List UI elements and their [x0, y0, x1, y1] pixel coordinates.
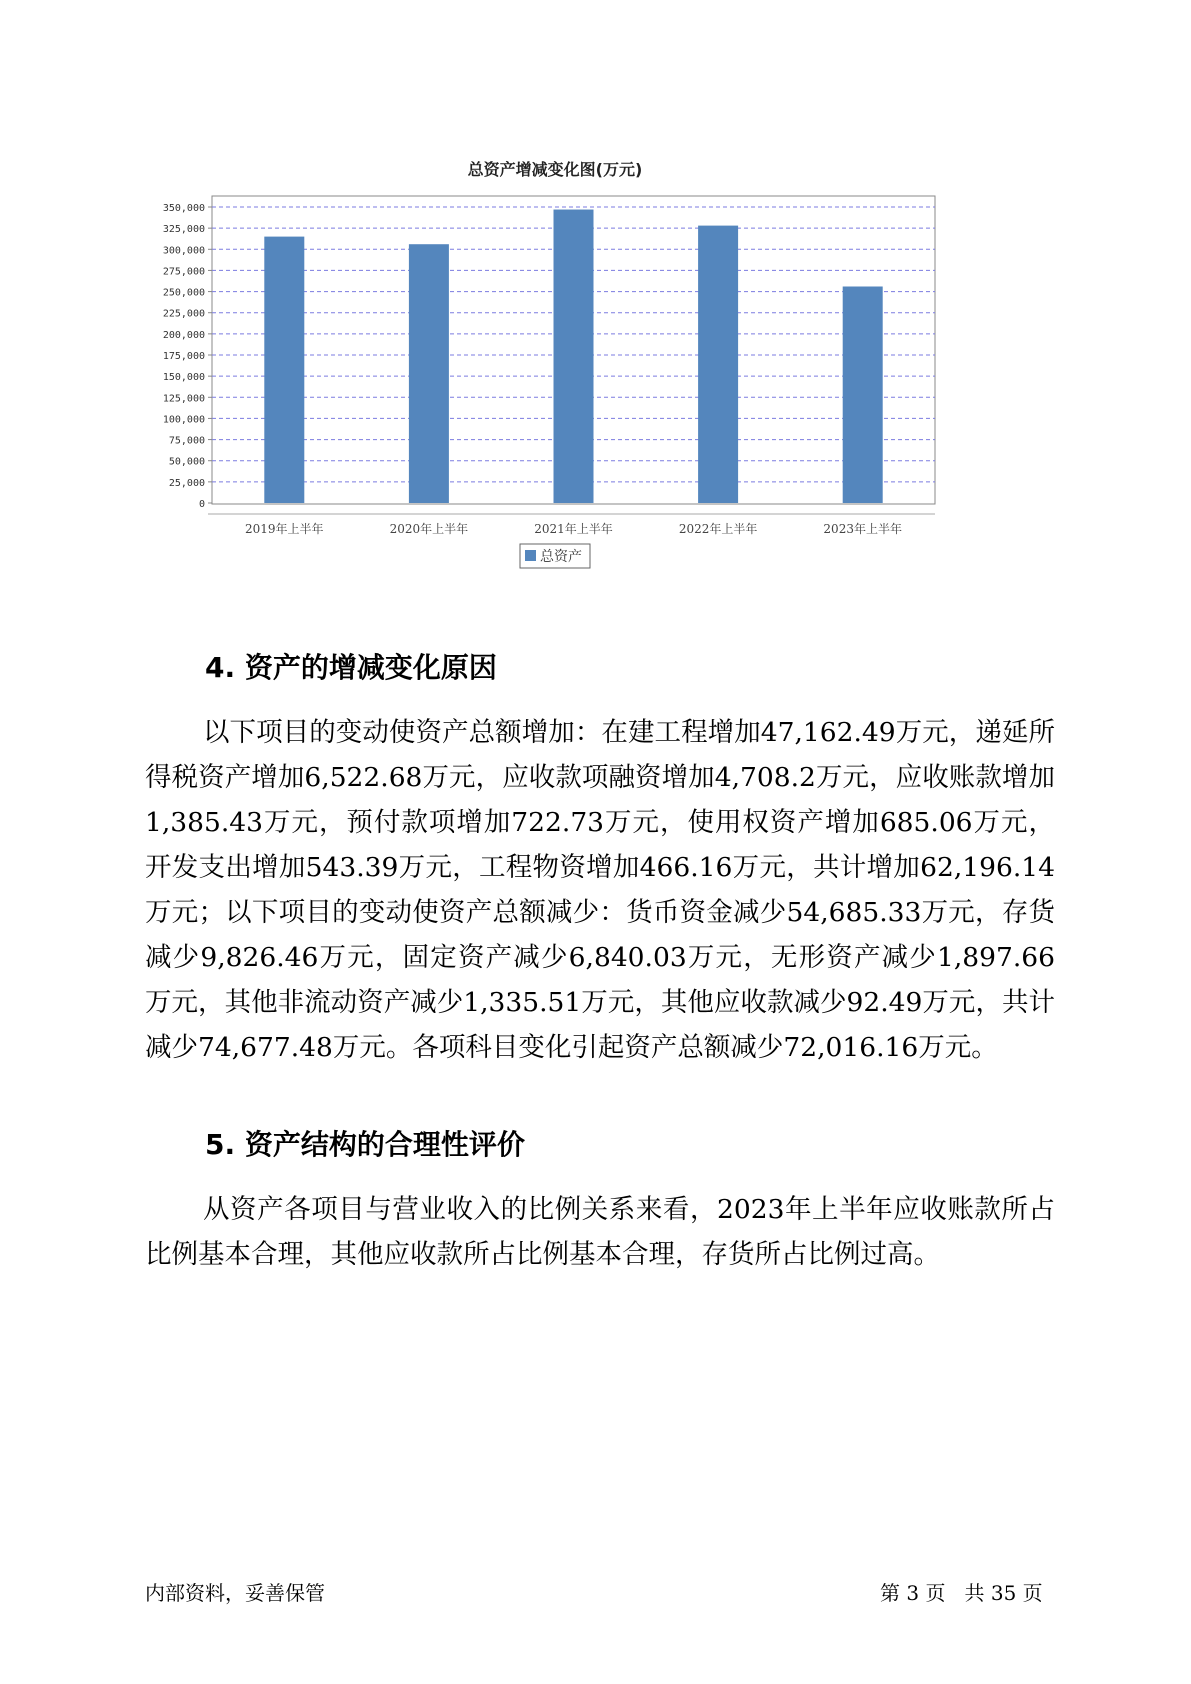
xtick-label: 2020年上半年	[389, 522, 469, 536]
paragraph-asset-structure-evaluation: 从资产各项目与营业收入的比例关系来看，2023年上半年应收账款所占比例基本合理，其他应收款所占比例基本合理，存货所占比例过高。	[145, 1194, 1055, 1270]
ytick-label: 350,000	[162, 203, 205, 214]
ytick-label: 275,000	[162, 266, 205, 278]
section-heading-asset-change-reasons: 4. 资产的增减变化原因	[205, 651, 497, 684]
bar	[554, 210, 594, 503]
legend	[520, 544, 590, 568]
ytick-label: 0	[198, 499, 205, 510]
ytick-label: 50,000	[168, 456, 205, 468]
legend-swatch	[525, 550, 536, 561]
legend-label: 总资产	[540, 549, 582, 565]
ytick-label: 75,000	[168, 435, 205, 447]
ytick-label: 250,000	[162, 287, 205, 299]
bar	[409, 244, 449, 503]
ytick-label: 175,000	[162, 351, 205, 362]
paragraph-asset-change-reasons: 以下项目的变动使资产总额增加：在建工程增加47,162.49万元，递延所得税资产增加6,522.68万元，应收款项融资增加4,708.2万元，应收账款增加1,385.43万元，预付款项增加722.73万元，使用权资产增加685.06万元，开发支出增加543.39万元，工程物资增加466.16万元，共计增加62,196.14万元；以下项目的变动使资产总额减少：货币资金减少54,685.33万元，存货减少9,826.46万元，固定资产减少6,840.03万元，无形资产减少1,897.66万元，其他非流动资产减少1,335.51万元，其他应收款减少92.49万元，共计减少74,677.48万元。各项科目变化引起资产总额减少72,016.16万元。	[145, 717, 1055, 1063]
bar	[698, 226, 738, 503]
chart-title: 总资产增减变化图(万元)	[467, 160, 643, 179]
ytick-label: 325,000	[162, 224, 205, 236]
xtick-label: 2022年上半年	[678, 522, 758, 536]
footer-confidential-note: 内部资料，妥善保管	[145, 1581, 325, 1605]
ytick-label: 225,000	[162, 308, 205, 320]
bar	[264, 237, 304, 503]
bar	[843, 286, 883, 503]
ytick-label: 125,000	[162, 393, 205, 405]
ytick-label: 100,000	[162, 414, 205, 426]
total-assets-bar-chart	[140, 160, 1040, 620]
xtick-label: 2021年上半年	[534, 522, 613, 536]
footer-page-number: 第 3 页 共 35 页	[880, 1581, 1043, 1605]
section-heading-asset-structure-evaluation: 5. 资产结构的合理性评价	[205, 1128, 525, 1161]
ytick-label: 300,000	[162, 245, 205, 257]
ytick-label: 150,000	[162, 372, 205, 384]
xtick-label: 2023年上半年	[823, 522, 902, 536]
ytick-label: 200,000	[162, 329, 205, 341]
xtick-label: 2019年上半年	[245, 522, 324, 536]
ytick-label: 25,000	[168, 477, 205, 489]
